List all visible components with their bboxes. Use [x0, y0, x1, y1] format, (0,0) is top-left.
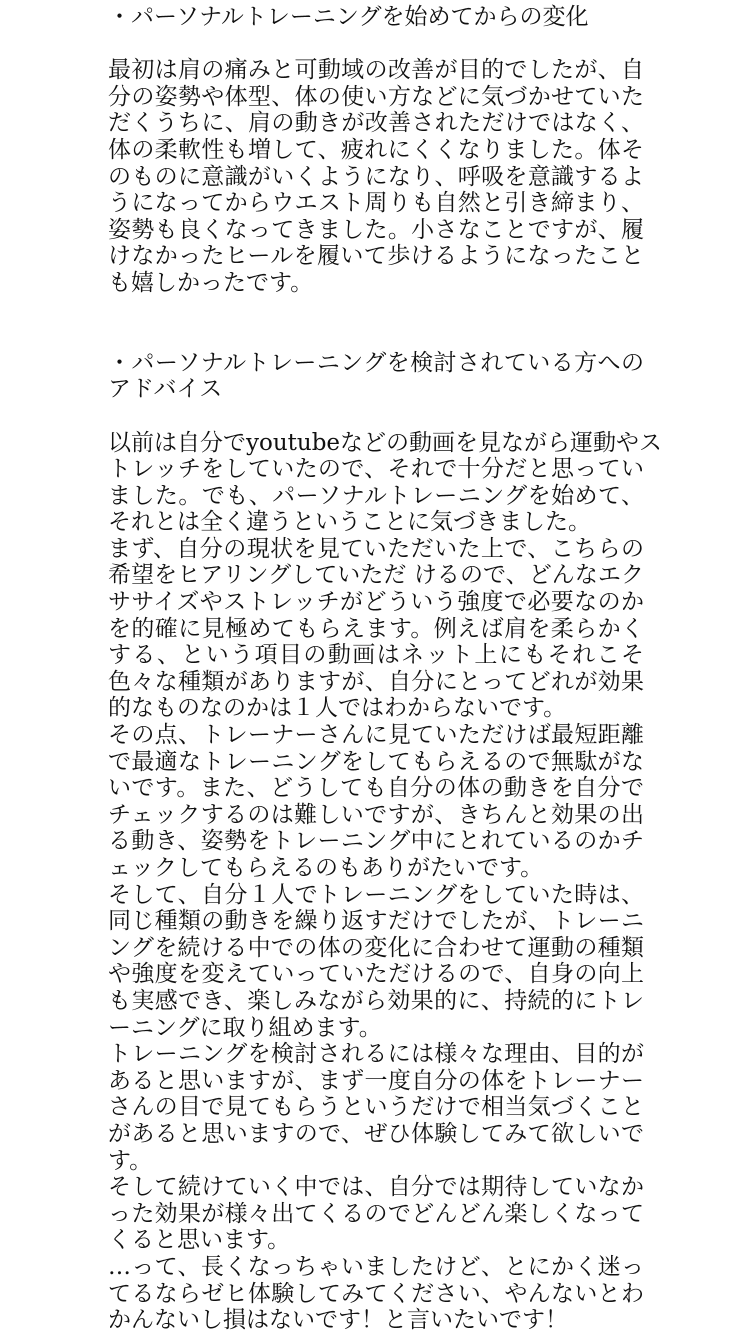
text-line: ササイズやストレッチがどういう強度で必要なのか — [108, 589, 644, 616]
text-line: 姿勢も良くなってきました。小さなことですが、履 — [108, 216, 644, 243]
text-line: ェックしてもらえるのもありがたいです。 — [108, 855, 544, 881]
text-line: ・パーソナルトレーニングを始めてからの変化 — [108, 4, 589, 30]
text-line: そして、自分１人でトレーニングをしていた時は、 — [108, 881, 644, 908]
text-line: 色々な種類がありますが、自分にとってどれが効果 — [108, 668, 644, 695]
text-line: アドバイス — [108, 376, 223, 403]
text-line: だくうちに、肩の動きが改善されただけではなく、 — [108, 110, 644, 137]
text-line: まず、自分の現状を見ていただいた上で、こちらの — [108, 535, 644, 562]
text-line: ・パーソナルトレーニングを検討されている方への — [108, 349, 644, 376]
text-line: それとは全く違うということに気づきました。 — [108, 509, 591, 536]
text-line: や強度を変えていっていただけるので、自身の向上 — [108, 961, 644, 988]
text-line: があると思いますので、ぜひ体験してみて欲しいで — [108, 1120, 644, 1147]
text-line: も実感でき、楽しみながら効果的に、持続的にトレ — [108, 987, 644, 1014]
text-line: トレーニングを検討されるには様々な理由、目的が — [108, 1041, 644, 1068]
text-line: そして続けていく中では、自分では期待していなか — [108, 1174, 644, 1201]
section-change — [108, 4, 644, 297]
text-line: かんないし損はないです！と言いたいです！ — [108, 1307, 568, 1334]
text-line: くると思います。 — [108, 1227, 291, 1254]
text-line: 分の姿勢や体型、体の使い方などに気づかせていた — [108, 83, 644, 110]
text-line: のものに意識がいくようになり、呼吸を意識するよ — [108, 163, 644, 190]
text-line: けなかったヒールを履いて歩けるようになったこと — [108, 243, 644, 270]
text-line: 最初は肩の痛みと可動域の改善が目的でしたが、自 — [108, 57, 644, 84]
text-line: …って、長くなっちゃいましたけど、とにかく迷っ — [108, 1253, 644, 1280]
text-line: うになってからウエスト周りも自然と引き締まり、 — [108, 190, 644, 217]
text-line: トレッチをしていたので、それで十分だと思ってい — [108, 456, 644, 483]
text-line: あると思いますが、まず一度自分の体をトレーナー — [108, 1067, 644, 1094]
text-line: る動き、姿勢をトレーニング中にとれているのかチ — [108, 828, 644, 855]
text-line: いです。また、どうしても自分の体の動きを自分で — [108, 775, 644, 802]
text-line: ました。でも、パーソナルトレーニングを始めて、 — [108, 482, 644, 509]
text-line: てるならゼヒ体験してみてください、やんないとわ — [108, 1280, 644, 1307]
text-line: その点、トレーナーさんに見ていただけば最短距離 — [108, 722, 644, 749]
section-advice — [108, 349, 663, 1334]
text-line: さんの目で見てもらうというだけで相当気づくこと — [108, 1094, 644, 1121]
text-line: も嬉しかったです。 — [108, 269, 314, 296]
text-line: 的なものなのかは１人ではわからないです。 — [108, 695, 567, 722]
text-line: を的確に見極めてもらえます。例えば肩を柔らかく — [108, 615, 644, 642]
text-line: 以前は自分でyoutubeなどの動画を見ながら運動やス — [108, 429, 663, 456]
text-line: 体の柔軟性も増して、疲れにくくなりました。体そ — [108, 136, 644, 163]
section-heading — [108, 4, 644, 31]
text-line: 同じ種類の動きを繰り返すだけでしたが、トレーニ — [108, 908, 644, 935]
section-body — [108, 57, 644, 296]
text-line: った効果が様々出てくるのでどんどん楽しくなって — [108, 1200, 644, 1227]
text-line: チェックするのは難しいですが、きちんと効果の出 — [108, 801, 644, 828]
text-line: ーニングに取り組めます。 — [108, 1014, 382, 1041]
text-line: で最適なトレーニングをしてもらえるので無駄がな — [108, 748, 644, 775]
text-line: す。 — [108, 1147, 153, 1174]
text-line: する、という項目の動画はネット上にもそれこそ — [108, 642, 644, 669]
text-line: 希望をヒアリングしていただ けるので、どんなエク — [108, 562, 644, 589]
text-line: ングを続ける中での体の変化に合わせて運動の種類 — [108, 934, 644, 961]
section-body — [108, 429, 663, 1334]
section-heading — [108, 350, 644, 403]
article — [108, 4, 663, 1334]
